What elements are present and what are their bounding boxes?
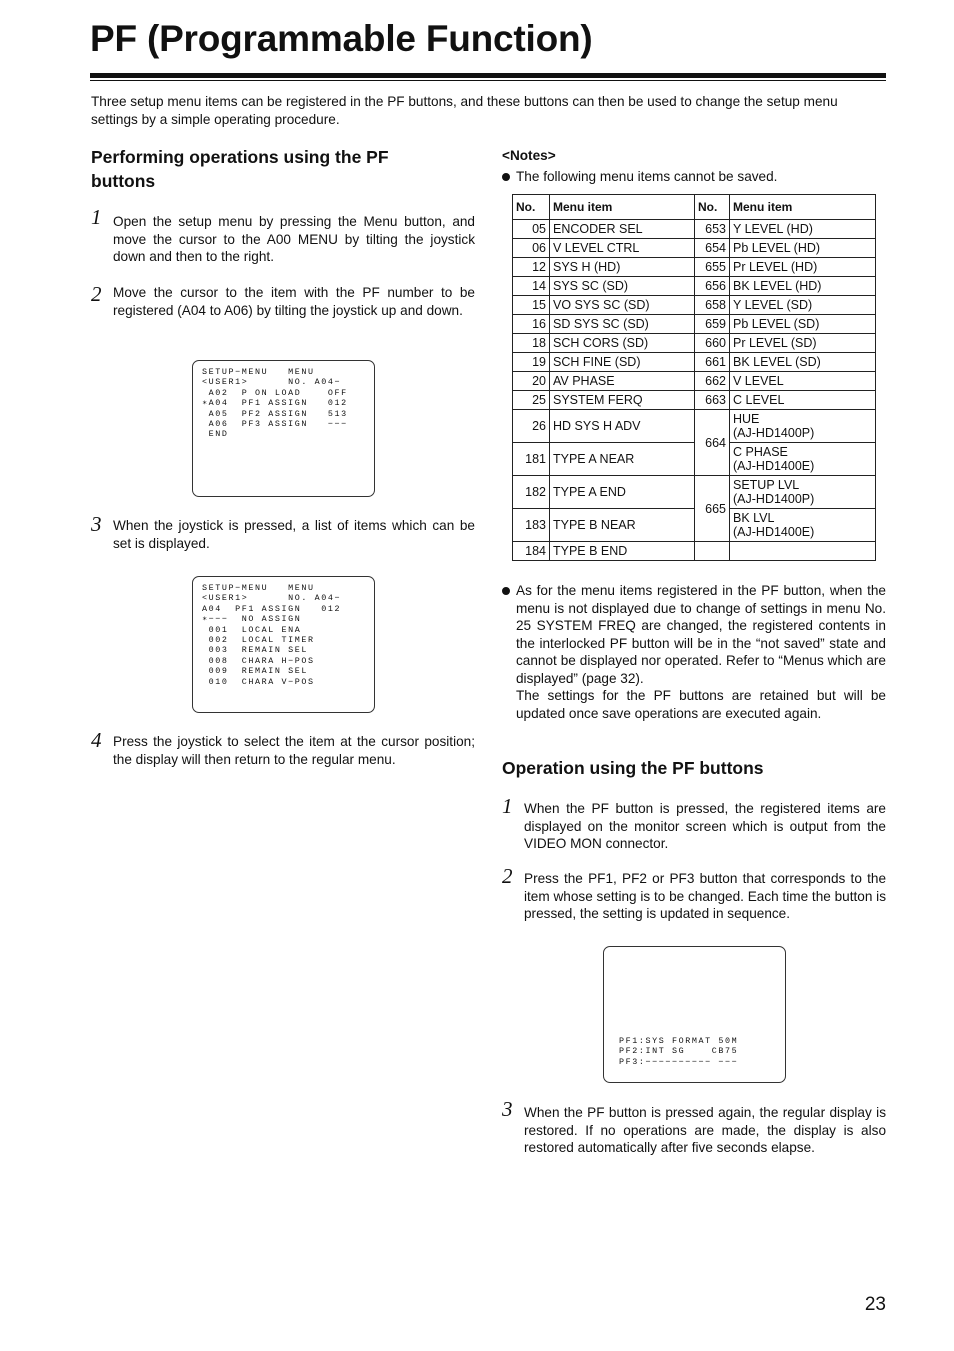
table-cell: 26 (513, 410, 550, 443)
table-header-row (513, 195, 876, 220)
table-cell: Pr LEVEL (HD) (730, 258, 876, 277)
table-row (513, 296, 876, 315)
table-cell (730, 509, 876, 542)
table-cell: 05 (513, 220, 550, 239)
monitor-screen-pf-display (603, 946, 786, 1083)
screen-line: SETUP−MENU MENU (202, 583, 315, 593)
table-cell: 659 (695, 315, 730, 334)
step-number: 3 (502, 1097, 513, 1121)
bullet-icon (502, 587, 510, 595)
table-cell: 660 (695, 334, 730, 353)
table-cell (730, 410, 876, 443)
table-cell: 662 (695, 372, 730, 391)
table-row (513, 443, 876, 476)
step-number: 1 (91, 205, 102, 229)
table-cell: Y LEVEL (HD) (730, 220, 876, 239)
note-item (502, 582, 886, 722)
table-cell: V LEVEL CTRL (550, 239, 695, 258)
table-cell: 655 (695, 258, 730, 277)
table-cell: TYPE B NEAR (550, 509, 695, 542)
table-cell: V LEVEL (730, 372, 876, 391)
table-cell: ENCODER SEL (550, 220, 695, 239)
column-header: No. (513, 195, 550, 220)
section-heading-line1: Performing operations using the PF (91, 147, 389, 167)
step-text: Press the joystick to select the item at the cursor position; the display will then return to the regular menu. (113, 734, 475, 767)
step-text: When the joystick is pressed, a list of items which can be set is displayed. (113, 518, 475, 551)
step-number: 4 (91, 728, 102, 752)
table-cell: 654 (695, 239, 730, 258)
screen-line: <USER1> NO. A04− (202, 593, 342, 604)
cell-line: (AJ-HD1400E) (733, 525, 815, 539)
table-cell (730, 443, 876, 476)
cell-line: BK LVL (733, 511, 775, 525)
table-cell: SYS H (HD) (550, 258, 695, 277)
step-text: Move the cursor to the item with the PF number to be registered (A04 to A06) by tilting the joystick up and down. (113, 285, 475, 318)
step-text: When the PF button is pressed again, the regular display is restored. If no operations are made, the display is also restored automatically after five seconds elapse. (524, 1105, 886, 1155)
table-cell: 14 (513, 277, 550, 296)
column-header: Menu item (550, 195, 695, 220)
table-row (513, 372, 876, 391)
table-cell: 184 (513, 542, 550, 561)
section-heading-operation: Operation using the PF buttons (502, 758, 764, 778)
table-cell: SCH FINE (SD) (550, 353, 695, 372)
table-cell: TYPE A NEAR (550, 443, 695, 476)
table-cell: 665 (695, 476, 730, 542)
table-cell: SYS SC (SD) (550, 277, 695, 296)
table-row (513, 391, 876, 410)
screen-line: PF2:INT SG CB75 (619, 1046, 739, 1057)
note-text: As for the menu items registered in the PF button, when the menu is not displayed due to change of settings in menu No. 25 SYSTEM FREQ are changed, the registered contents in the interlocked PF button will be in the “not saved” state and cannot be displayed nor operated. Refer to “Menus which are displayed” (page 32). (516, 583, 886, 686)
table-cell: 656 (695, 277, 730, 296)
screen-line: PF1:SYS FORMAT 50M (619, 1036, 739, 1046)
cell-line: SETUP LVL (733, 478, 800, 492)
step-number: 3 (91, 512, 102, 536)
monitor-screen-setup-menu (192, 360, 375, 497)
screen-line: A06 PF3 ASSIGN −−− (202, 419, 348, 430)
table-cell: SCH CORS (SD) (550, 334, 695, 353)
screen-line: 008 CHARA H−POS (202, 655, 315, 666)
step-text: When the PF button is pressed, the registered items are displayed on the monitor screen which is output from the VIDEO MON connector. (524, 801, 886, 851)
table-cell: Pb LEVEL (HD) (730, 239, 876, 258)
page-number: 23 (864, 1294, 886, 1315)
screen-line: END (202, 429, 229, 440)
table-cell: Y LEVEL (SD) (730, 296, 876, 315)
section-heading-line2: buttons (91, 171, 156, 191)
monitor-screen-assign-list (192, 576, 375, 713)
column-header: No. (695, 195, 730, 220)
note-text: The settings for the PF buttons are retained but will be updated once save operations are executed again. (516, 688, 886, 721)
screen-line: A04 PF1 ASSIGN 012 (202, 603, 342, 614)
table-cell: TYPE B END (550, 542, 695, 561)
intro-text: Three setup menu items can be registered in the PF buttons, and these buttons can then be used to change the setup menu settings by a simple operating procedure. (91, 94, 838, 127)
table-cell: 653 (695, 220, 730, 239)
table-cell: 664 (695, 410, 730, 476)
notes-heading: <Notes> (502, 148, 556, 163)
step-number: 2 (502, 864, 513, 888)
table-cell: 18 (513, 334, 550, 353)
step-number: 2 (91, 282, 102, 306)
table-row (513, 476, 876, 509)
table-row (513, 277, 876, 296)
table-cell: 12 (513, 258, 550, 277)
unsaved-items-table (512, 194, 876, 561)
note-text: The following menu items cannot be saved. (516, 169, 778, 184)
table-row (513, 220, 876, 239)
note-item (502, 168, 886, 186)
table-cell: TYPE A END (550, 476, 695, 509)
table-row (513, 542, 876, 561)
screen-line: <USER1> NO. A04− (202, 377, 342, 388)
table-cell (695, 542, 730, 561)
table-cell: SD SYS SC (SD) (550, 315, 695, 334)
section-heading-performing (91, 145, 475, 193)
table-cell: 182 (513, 476, 550, 509)
table-cell: BK LEVEL (SD) (730, 353, 876, 372)
table-cell: VO SYS SC (SD) (550, 296, 695, 315)
table-cell: C LEVEL (730, 391, 876, 410)
table-cell: 20 (513, 372, 550, 391)
table-cell: 658 (695, 296, 730, 315)
screen-line: ∗−−− NO ASSIGN (202, 614, 302, 625)
cell-line: (AJ-HD1400P) (733, 426, 815, 440)
screen-line: 003 REMAIN SEL (202, 645, 309, 656)
screen-line: A05 PF2 ASSIGN 513 (202, 408, 348, 419)
table-row (513, 334, 876, 353)
cell-line: (AJ-HD1400P) (733, 492, 815, 506)
table-cell: 663 (695, 391, 730, 410)
table-row (513, 410, 876, 443)
table-row (513, 509, 876, 542)
screen-line: 001 LOCAL ENA (202, 624, 302, 635)
step-text: Press the PF1, PF2 or PF3 button that corresponds to the item whose setting is to be changed. Each time the button is pressed, the setting is updated in sequence. (524, 871, 886, 921)
table-cell: 25 (513, 391, 550, 410)
table-row (513, 258, 876, 277)
step-number: 1 (502, 794, 513, 818)
table-cell: Pr LEVEL (SD) (730, 334, 876, 353)
column-header: Menu item (730, 195, 876, 220)
screen-line: 009 REMAIN SEL (202, 666, 309, 677)
table-cell: 06 (513, 239, 550, 258)
table-cell: Pb LEVEL (SD) (730, 315, 876, 334)
table-cell: 16 (513, 315, 550, 334)
table-cell: 181 (513, 443, 550, 476)
table-cell: BK LEVEL (HD) (730, 277, 876, 296)
screen-line: ∗A04 PF1 ASSIGN 012 (202, 398, 348, 409)
step-text: Open the setup menu by pressing the Menu button, and move the cursor to the A00 MENU by tilting the joystick down and then to the right. (113, 214, 475, 264)
title-rule-thick (90, 73, 886, 78)
table-cell (730, 542, 876, 561)
table-cell (730, 476, 876, 509)
table-row (513, 353, 876, 372)
table-cell: 661 (695, 353, 730, 372)
table-cell: SYSTEM FERQ (550, 391, 695, 410)
bullet-icon (502, 173, 510, 181)
cell-line: HUE (733, 412, 760, 426)
cell-line: (AJ-HD1400E) (733, 459, 815, 473)
table-cell: HD SYS H ADV (550, 410, 695, 443)
table-row (513, 315, 876, 334)
page-title: PF (Programmable Function) (90, 18, 593, 59)
screen-line: A02 P ON LOAD OFF (202, 387, 348, 398)
table-cell: 183 (513, 509, 550, 542)
screen-line: PF3:−−−−−−−−−− −−− (619, 1056, 739, 1067)
table-cell: 19 (513, 353, 550, 372)
title-rule-thin (90, 80, 886, 81)
screen-line: 010 CHARA V−POS (202, 676, 315, 687)
table-cell: 15 (513, 296, 550, 315)
screen-line: 002 LOCAL TIMER (202, 635, 315, 646)
cell-line: C PHASE (733, 445, 788, 459)
screen-line: SETUP−MENU MENU (202, 367, 315, 377)
table-row (513, 239, 876, 258)
table-cell: AV PHASE (550, 372, 695, 391)
